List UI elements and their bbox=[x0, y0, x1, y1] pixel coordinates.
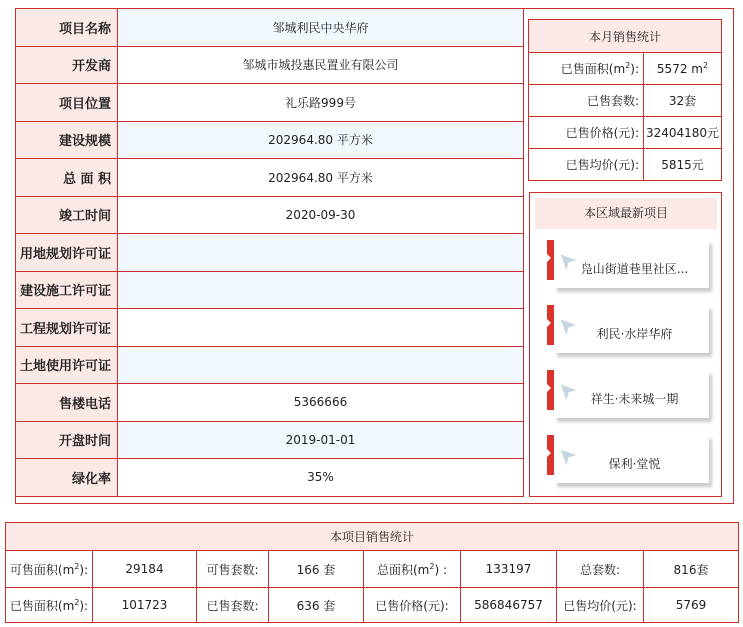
info-value: 礼乐路999号 bbox=[118, 84, 524, 122]
cursor-arrow-icon: ➤ bbox=[550, 310, 582, 341]
newest-project-name[interactable]: 利民·水岸华府 bbox=[596, 327, 673, 341]
info-row bbox=[16, 196, 524, 234]
info-value: 邹城利民中央华府 bbox=[118, 9, 524, 47]
info-value: 2019-01-01 bbox=[118, 421, 524, 459]
total-area-value: 133197 bbox=[461, 551, 557, 588]
info-value: 202964.80 平方米 bbox=[118, 159, 524, 197]
info-row bbox=[16, 234, 524, 272]
sold-area-label: 已售面积$(m^2)$: bbox=[529, 53, 644, 85]
info-value: 2020-09-30 bbox=[118, 196, 524, 234]
sold-units-label: 已售套数: bbox=[197, 588, 269, 623]
newest-project-link[interactable] bbox=[547, 370, 712, 420]
project-info-table bbox=[15, 8, 524, 497]
newest-project-name[interactable]: 保利·堂悦 bbox=[608, 457, 661, 471]
sold-area-label: 已售面积$(m^2)$: bbox=[6, 588, 93, 623]
info-label: 竣工时间 bbox=[16, 196, 118, 234]
newest-projects-panel bbox=[529, 192, 722, 497]
newest-project-name[interactable]: 祥生·未来城一期 bbox=[590, 392, 679, 406]
info-label: 绿化率 bbox=[16, 459, 118, 497]
info-row bbox=[16, 46, 524, 84]
sold-price-label: 已售价格(元): bbox=[529, 117, 644, 149]
newest-project-name[interactable]: 凫山街道巷里社区... bbox=[580, 262, 689, 276]
monthly-sales-title: 本月销售统计 bbox=[529, 20, 722, 53]
project-sales-title: 本项目销售统计 bbox=[6, 523, 739, 551]
sold-avg-value: 5769 bbox=[644, 588, 739, 623]
info-label: 开发商 bbox=[16, 46, 118, 84]
info-value: 202964.80 平方米 bbox=[118, 121, 524, 159]
info-row bbox=[16, 271, 524, 309]
info-label: 用地规划许可证 bbox=[16, 234, 118, 272]
info-value bbox=[118, 234, 524, 272]
info-label: 项目名称 bbox=[16, 9, 118, 47]
info-label: 建设施工许可证 bbox=[16, 271, 118, 309]
info-row bbox=[16, 384, 524, 422]
info-value: 邹城市城投惠民置业有限公司 bbox=[118, 46, 524, 84]
avail-units-value: 166 套 bbox=[269, 551, 364, 588]
sold-price-value: 586846757 bbox=[461, 588, 557, 623]
info-label: 售楼电话 bbox=[16, 384, 118, 422]
sold-avg-label: 已售均价(元): bbox=[557, 588, 644, 623]
info-value: 35% bbox=[118, 459, 524, 497]
sold-units-value: 636 套 bbox=[269, 588, 364, 623]
total-units-value: 816套 bbox=[644, 551, 739, 588]
sold-units-value: 32套 bbox=[644, 85, 722, 117]
monthly-sales-table bbox=[528, 19, 722, 181]
info-row bbox=[16, 309, 524, 347]
avail-units-label: 可售套数: bbox=[197, 551, 269, 588]
sold-price-value: 32404180元 bbox=[644, 117, 722, 149]
newest-project-link[interactable] bbox=[547, 240, 712, 290]
info-row bbox=[16, 159, 524, 197]
info-row bbox=[16, 421, 524, 459]
info-value bbox=[118, 271, 524, 309]
info-value bbox=[118, 309, 524, 347]
info-label: 建设规模 bbox=[16, 121, 118, 159]
info-label: 工程规划许可证 bbox=[16, 309, 118, 347]
avail-area-value: 29184 bbox=[93, 551, 197, 588]
info-label: 土地使用许可证 bbox=[16, 346, 118, 384]
sold-price-label: 已售价格(元): bbox=[364, 588, 461, 623]
info-row bbox=[16, 84, 524, 122]
info-row bbox=[16, 459, 524, 497]
sold-avg-label: 已售均价(元): bbox=[529, 149, 644, 181]
total-units-label: 总套数: bbox=[557, 551, 644, 588]
sold-avg-value: 5815元 bbox=[644, 149, 722, 181]
cursor-arrow-icon: ➤ bbox=[550, 245, 582, 276]
newest-project-link[interactable] bbox=[547, 305, 712, 355]
info-label: 开盘时间 bbox=[16, 421, 118, 459]
cursor-arrow-icon: ➤ bbox=[550, 440, 582, 471]
avail-area-label: 可售面积$(m^2)$: bbox=[6, 551, 93, 588]
cursor-arrow-icon: ➤ bbox=[550, 375, 582, 406]
sold-units-label: 已售套数: bbox=[529, 85, 644, 117]
info-value bbox=[118, 346, 524, 384]
info-label: 总 面 积 bbox=[16, 159, 118, 197]
sold-area-value: 5572 $m^2$ bbox=[644, 53, 722, 85]
info-row bbox=[16, 121, 524, 159]
sold-area-value: 101723 bbox=[93, 588, 197, 623]
project-sales-table bbox=[5, 522, 739, 623]
info-value: 5366666 bbox=[118, 384, 524, 422]
total-area-label: 总面积$(m^2)$ : bbox=[364, 551, 461, 588]
info-row bbox=[16, 346, 524, 384]
newest-projects-title: 本区域最新项目 bbox=[535, 198, 717, 229]
info-row bbox=[16, 9, 524, 47]
newest-project-link[interactable] bbox=[547, 435, 712, 485]
info-label: 项目位置 bbox=[16, 84, 118, 122]
